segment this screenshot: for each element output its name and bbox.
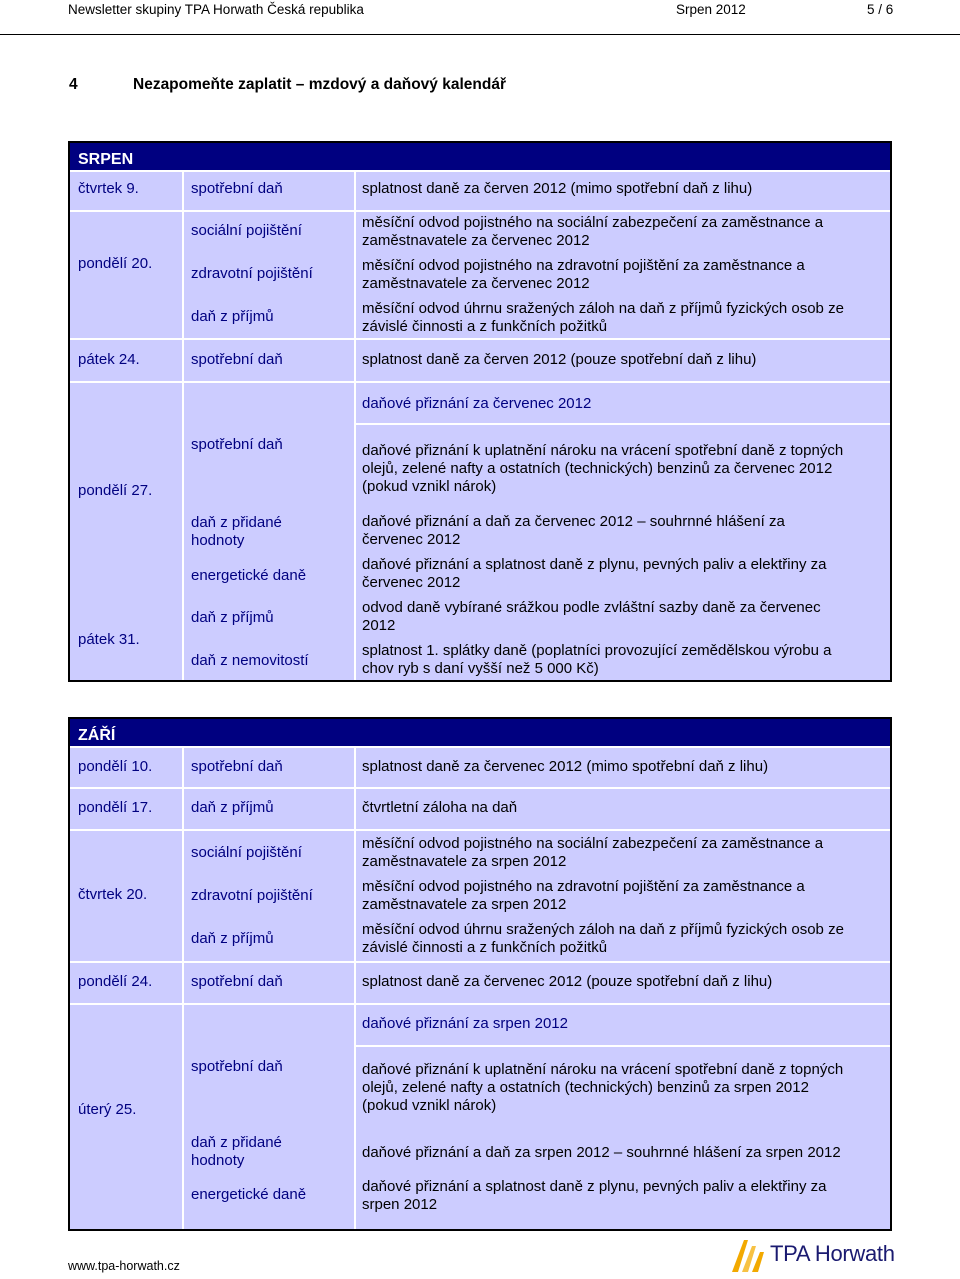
date-label: pátek 31. <box>78 631 140 648</box>
date-cell <box>70 748 182 787</box>
description: (pokud vznikl nárok) <box>362 478 497 495</box>
desc-cell <box>356 748 890 787</box>
description: odvod daně vybírané srážkou podle zvláštní sazby daně za červenec <box>362 599 821 616</box>
tax-type-label: energetické daně <box>191 567 307 584</box>
tax-type-label: energetické daně <box>191 1186 307 1203</box>
description: měsíční odvod úhrnu sražených záloh na daň z příjmů fyzických osob ze <box>362 921 844 938</box>
date-cell <box>70 963 182 1003</box>
type-cell <box>184 172 354 210</box>
tax-type-label: daň z příjmů <box>191 308 274 325</box>
tax-type-label: zdravotní pojištění <box>191 887 313 904</box>
filing-header: daňové přiznání za červenec 2012 <box>362 395 592 412</box>
description: zaměstnavatele za srpen 2012 <box>362 896 567 913</box>
description: daňové přiznání k uplatnění nároku na vrácení spotřební daně z topných <box>362 1061 844 1078</box>
description: červenec 2012 <box>362 531 461 548</box>
description: závislé činnosti a z funkčních požitků <box>362 939 608 956</box>
description: chov ryb s daní vyšší než 5 000 Kč) <box>362 660 599 677</box>
description: měsíční odvod pojistného na zdravotní pojištění za zaměstnance a <box>362 257 805 274</box>
description: daňové přiznání a daň za srpen 2012 – souhrnné hlášení za srpen 2012 <box>362 1144 841 1161</box>
type-cell <box>184 963 354 1003</box>
tax-type-label: spotřební daň <box>191 351 283 368</box>
tax-type-label: zdravotní pojištění <box>191 265 313 282</box>
logo-text: TPA Horwath <box>770 1241 895 1266</box>
description: splatnost daně za červen 2012 (mimo spotřební daň z lihu) <box>362 180 753 197</box>
date-cell <box>70 383 182 680</box>
tax-type-label: hodnoty <box>191 1152 245 1169</box>
date-label: čtvrtek 20. <box>78 886 148 903</box>
desc-cell <box>356 1047 890 1229</box>
description: splatnost 1. splátky daně (poplatníci provozující zemědělskou výrobu a <box>362 642 832 659</box>
tax-type-label: sociální pojištění <box>191 222 302 239</box>
section-title-text: Nezapomeňte zaplatit – mzdový a daňový kalendář <box>133 76 506 93</box>
tax-type-label: daň z příjmů <box>191 609 274 626</box>
date-label: pátek 24. <box>78 351 140 368</box>
calendar-august <box>68 141 892 682</box>
tax-type-label: spotřební daň <box>191 436 283 453</box>
date-label: pondělí 17. <box>78 799 153 816</box>
desc-cell <box>356 789 890 829</box>
desc-cell <box>356 172 890 210</box>
newsletter-title: Newsletter skupiny TPA Horwath Česká republika <box>68 2 364 17</box>
description: splatnost daně za červen 2012 (pouze spotřební daň z lihu) <box>362 351 757 368</box>
description: srpen 2012 <box>362 1196 438 1213</box>
description: (pokud vznikl nárok) <box>362 1097 497 1114</box>
type-cell <box>184 212 354 338</box>
description: splatnost daně za červenec 2012 (pouze spotřební daň z lihu) <box>362 973 773 990</box>
tax-type-label: daň z nemovitostí <box>191 652 309 669</box>
date-label: úterý 25. <box>78 1101 137 1118</box>
description: měsíční odvod úhrnu sražených záloh na daň z příjmů fyzických osob ze <box>362 300 844 317</box>
desc-cell <box>356 212 890 338</box>
calendar-september <box>68 717 892 1231</box>
description: daňové přiznání a splatnost daně z plynu, pevných paliv a elektřiny za <box>362 1178 827 1195</box>
date-cell <box>70 831 182 961</box>
description: závislé činnosti a z funkčních požitků <box>362 318 608 335</box>
date-label: čtvrtek 9. <box>78 180 139 197</box>
type-cell <box>184 1005 354 1229</box>
date-cell <box>70 212 182 338</box>
description: červenec 2012 <box>362 574 461 591</box>
description: olejů, zelené nafty a ostatních (technických) benzinů za srpen 2012 <box>362 1079 809 1096</box>
date-cell <box>70 172 182 210</box>
section-number: 4 <box>69 76 78 93</box>
description: měsíční odvod pojistného na zdravotní pojištění za zaměstnance a <box>362 878 805 895</box>
description: zaměstnavatele za červenec 2012 <box>362 275 590 292</box>
date-label: pondělí 10. <box>78 758 153 775</box>
description: daňové přiznání k uplatnění nároku na vrácení spotřební daně z topných <box>362 442 844 459</box>
tax-type-label: daň z přidané <box>191 1134 282 1151</box>
tax-type-label: hodnoty <box>191 532 245 549</box>
description: olejů, zelené nafty a ostatních (technických) benzinů za červenec 2012 <box>362 460 833 477</box>
type-cell <box>184 789 354 829</box>
desc-cell <box>356 963 890 1003</box>
type-cell <box>184 383 354 680</box>
filing-header: daňové přiznání za srpen 2012 <box>362 1015 568 1032</box>
month-bar-september <box>70 719 890 746</box>
date-label: pondělí 24. <box>78 973 153 990</box>
desc-header-cell <box>356 1005 890 1045</box>
date-label: pondělí 20. <box>78 255 153 272</box>
description: zaměstnavatele za červenec 2012 <box>362 232 590 249</box>
tax-type-label: spotřební daň <box>191 1058 283 1075</box>
tax-type-label: spotřební daň <box>191 758 283 775</box>
date-label: pondělí 27. <box>78 482 153 499</box>
description: měsíční odvod pojistného na sociální zabezpečení za zaměstnance a <box>362 835 824 852</box>
month-bar-august <box>70 143 890 170</box>
description: splatnost daně za červenec 2012 (mimo spotřební daň z lihu) <box>362 758 769 775</box>
tax-type-label: spotřební daň <box>191 180 283 197</box>
type-cell <box>184 340 354 381</box>
tax-type-label: spotřební daň <box>191 973 283 990</box>
type-cell <box>184 831 354 961</box>
tax-type-label: daň z příjmů <box>191 799 274 816</box>
logo-mark-icon <box>730 1236 770 1274</box>
page-header <box>0 0 960 30</box>
tax-type-label: daň z příjmů <box>191 930 274 947</box>
desc-cell <box>356 425 890 680</box>
description: 2012 <box>362 617 396 634</box>
footer-url[interactable]: www.tpa-horwath.cz <box>68 1259 180 1273</box>
description: čtvrtletní záloha na daň <box>362 799 518 816</box>
tax-type-label: sociální pojištění <box>191 844 302 861</box>
issue-month: Srpen 2012 <box>676 2 746 17</box>
date-cell <box>70 1005 182 1229</box>
description: daňové přiznání a splatnost daně z plynu, pevných paliv a elektřiny za <box>362 556 827 573</box>
month-label: ZÁŘÍ <box>78 727 116 744</box>
type-cell <box>184 748 354 787</box>
page-number: 5 / 6 <box>867 2 894 17</box>
description: zaměstnavatele za srpen 2012 <box>362 853 567 870</box>
tax-type-label: daň z přidané <box>191 514 282 531</box>
desc-cell <box>356 340 890 381</box>
month-label: SRPEN <box>78 151 134 168</box>
description: daňové přiznání a daň za červenec 2012 – souhrnné hlášení za <box>362 513 785 530</box>
date-cell <box>70 789 182 829</box>
section-heading <box>69 76 506 94</box>
date-cell <box>70 340 182 381</box>
description: měsíční odvod pojistného na sociální zabezpečení za zaměstnance a <box>362 214 824 231</box>
header-divider <box>0 34 960 35</box>
desc-cell <box>356 831 890 961</box>
tpa-horwath-logo <box>730 1236 900 1274</box>
desc-header-cell <box>356 383 890 423</box>
